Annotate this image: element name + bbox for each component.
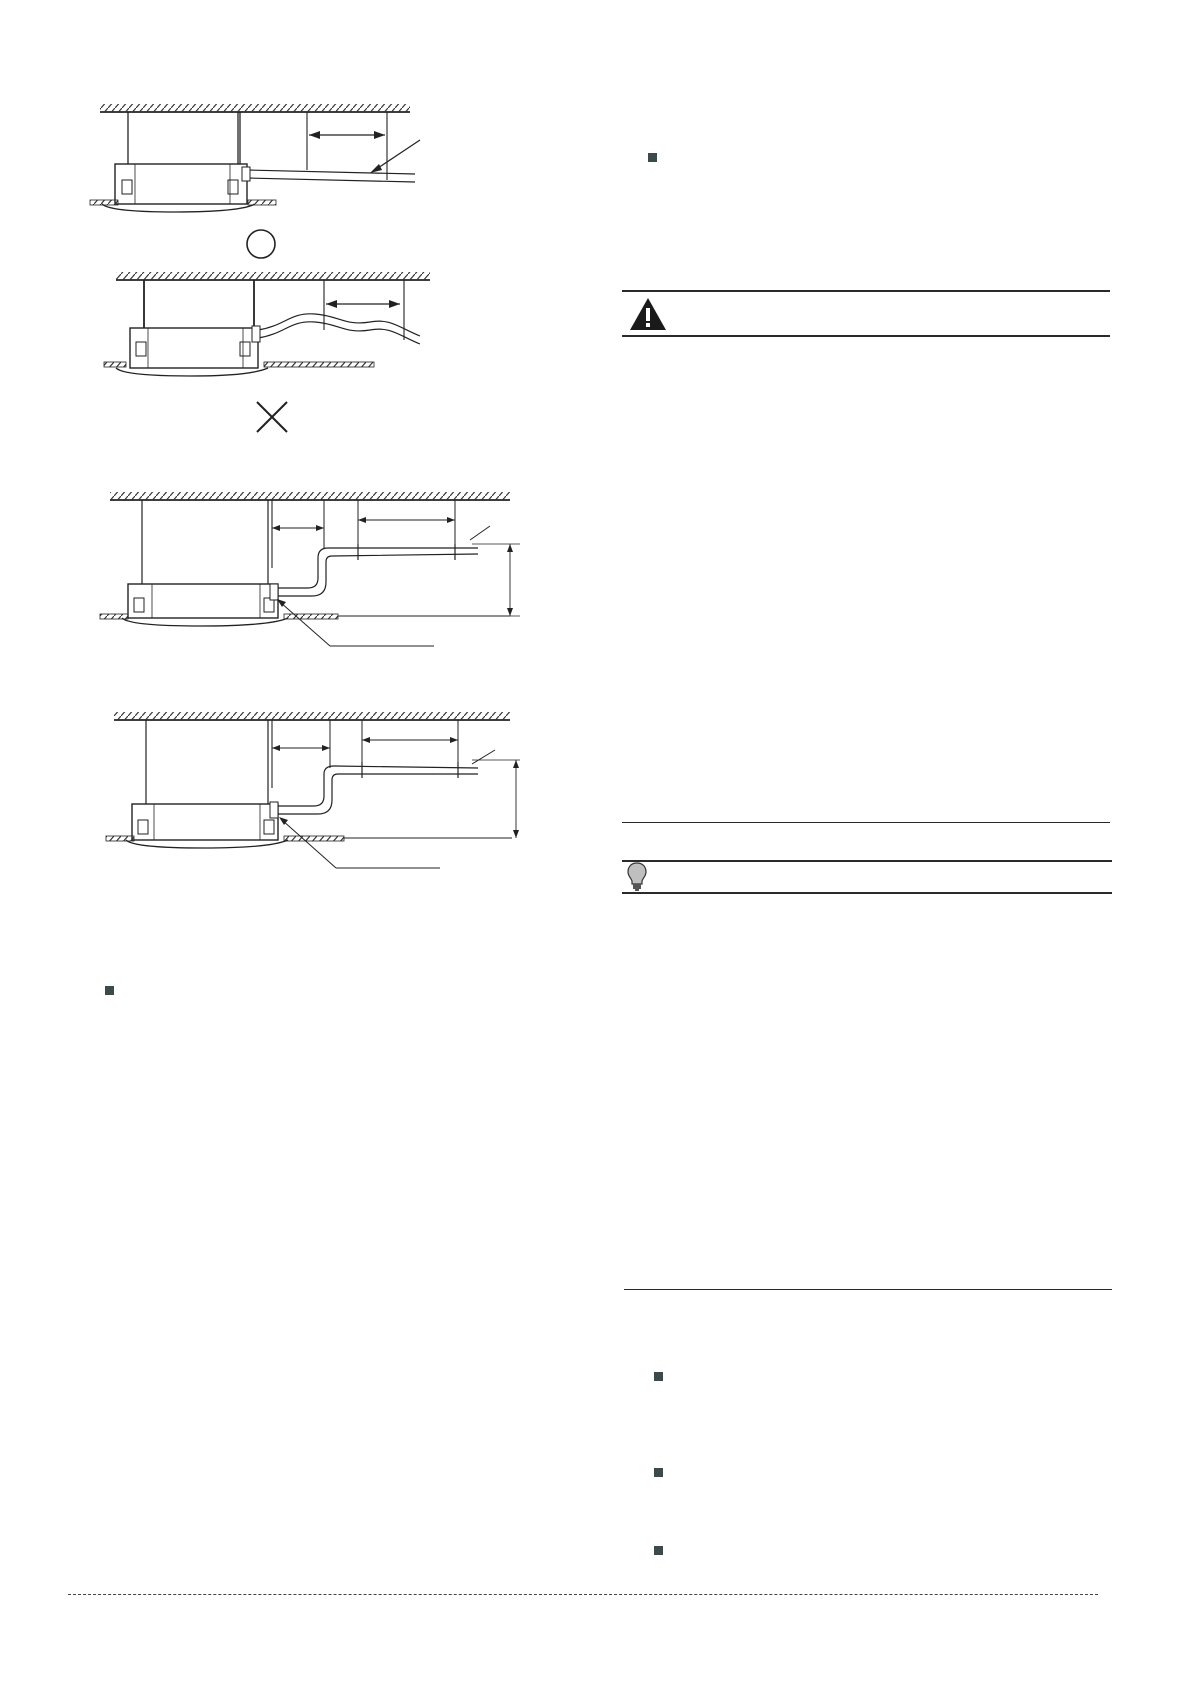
tip-top-rule bbox=[622, 860, 1112, 862]
diagram-pipe-straight-slope bbox=[80, 100, 440, 220]
section-bullet-left bbox=[105, 986, 114, 995]
diagram-pipe-sagging bbox=[100, 266, 440, 376]
warning-triangle-icon bbox=[628, 296, 668, 337]
footer-dashed-divider bbox=[68, 1594, 1098, 1595]
caution-end-rule bbox=[622, 822, 1110, 823]
x-mark-icon bbox=[254, 399, 290, 440]
section-bullet-top-right bbox=[648, 153, 657, 162]
section-bullet-right-3 bbox=[654, 1546, 663, 1555]
caution-top-rule bbox=[622, 290, 1110, 292]
tip-end-rule bbox=[624, 1289, 1112, 1290]
section-bullet-right-2 bbox=[654, 1468, 663, 1477]
section-bullet-right-1 bbox=[654, 1372, 663, 1381]
diagram-drain-lift-up-a bbox=[100, 488, 540, 658]
diagram-drain-lift-up-b bbox=[100, 708, 540, 878]
circle-o-mark-icon bbox=[245, 228, 277, 265]
tip-bottom-rule bbox=[622, 892, 1112, 894]
caution-bottom-rule bbox=[622, 335, 1110, 337]
